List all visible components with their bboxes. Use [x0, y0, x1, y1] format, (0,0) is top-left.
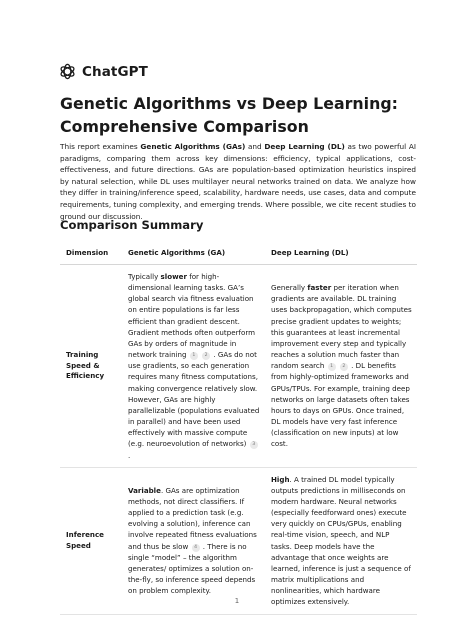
comparison-table: [60, 240, 417, 615]
cell-text: for high-dimensional learning tasks. GA’s global search via fitness evaluation on entire populations is far less efficient than gradient descent. Gradient methods often outperform GAs by orders of magnitude in network training: [128, 272, 256, 360]
intro-text: as two powerful AI paradigms, comparing them across key dimensions: efficiency, typical applications, cost-effectiveness, and future directions. GAs are population-based optimization heuristics inspired by natural selection, while DL uses multilayer neural networks trained on data. We analyze how they differ in training/inference speed, scalability, hardware needs, use cases, data and compute requirements, tuning complexity, and emerging trends. Where possible, we cite recent studies to ground our discussion.: [60, 142, 416, 221]
section-title: Comparison Summary: [60, 218, 204, 232]
citation-link[interactable]: 2: [202, 352, 210, 360]
cell-bold: High: [271, 474, 290, 484]
row-dimension-training: Training Speed & Efficiency: [60, 265, 122, 468]
citation-link[interactable]: 1: [190, 352, 198, 360]
document-title: [60, 93, 430, 138]
cell-text: . There is no single “model” – the algorithm generates/ optimizes a solution on-the-fly, so inference speed depends on problem complexity.: [128, 541, 256, 596]
cell-ga-training: [122, 265, 265, 468]
cell-text: per iteration when gradients are available. DL training uses backpropagation, which computes precise gradient updates to weights; this guarantees at least incremental improvement every step and typically reaches a solution much faster than random search: [271, 283, 412, 371]
openai-logo-icon: [58, 62, 77, 81]
intro-paragraph: [60, 141, 416, 222]
cell-text: Typically: [128, 272, 161, 281]
citation-link[interactable]: 1: [328, 363, 336, 371]
table-row: [60, 467, 417, 614]
cell-text: . GAs are optimization methods, not direct classifiers. If applied to a prediction task (e.g. evolving a solution), inference can involve repeated fitness evaluations and thus be slow: [128, 485, 257, 551]
cell-bold: slower: [160, 272, 187, 281]
citation-link[interactable]: 4: [192, 544, 200, 552]
intro-text: and: [245, 142, 265, 151]
header-dimension: Dimension: [60, 240, 122, 265]
citation-link[interactable]: 2: [340, 363, 348, 371]
title-line-2: Comprehensive Comparison: [60, 116, 309, 136]
table-row: [60, 265, 417, 468]
cell-dl-inference: [265, 467, 417, 614]
cell-bold: faster: [307, 283, 332, 293]
intro-text: This report examines: [60, 142, 141, 151]
intro-bold-ga: Genetic Algorithms (GAs): [140, 142, 246, 151]
cell-dl-training: [265, 265, 417, 468]
page-number: 1: [234, 597, 240, 605]
title-line-1: Genetic Algorithms vs Deep Learning:: [60, 94, 398, 113]
cell-text: . GAs do not use gradients, so each generation requires many fitness computations, making convergence relatively slow. However, GAs are highly parallelizable (populations evaluated in parallel) and have been used effectively with massive compute (e.g. neuroevolution of networks): [128, 350, 260, 449]
brand-header: [58, 62, 148, 81]
cell-text: . A trained DL model typically outputs predictions in milliseconds on modern hardware. Neural networks (especially feedforward ones) execute very quickly on CPUs/GPUs, enabling real-time vision, speech, and NLP tasks. Deep models have the advantage that once weights are learned, inference is just a sequence of matrix multiplications and nonlinearities, which hardware optimizes extensively.: [271, 474, 411, 607]
citation-link[interactable]: 3: [250, 441, 258, 449]
header-dl: Deep Learning (DL): [265, 240, 417, 265]
brand-name: ChatGPT: [82, 63, 148, 80]
cell-text: Generally: [271, 283, 308, 293]
table-header-row: [60, 240, 417, 265]
cell-bold: Variable: [128, 485, 161, 495]
cell-text: . DL benefits from highly-optimized frameworks and GPUs/TPUs. For example, training deep networks on large datasets often takes hours to days on GPUs. Once trained, DL models have very fast inference (classification on new inputs) at low cost.: [271, 361, 410, 449]
header-ga: Genetic Algorithms (GA): [122, 240, 265, 265]
cell-text: .: [128, 450, 131, 460]
intro-bold-dl: Deep Learning (DL): [264, 142, 345, 151]
cell-ga-inference: [122, 467, 265, 614]
row-dimension-inference: Inference Speed: [60, 467, 122, 614]
